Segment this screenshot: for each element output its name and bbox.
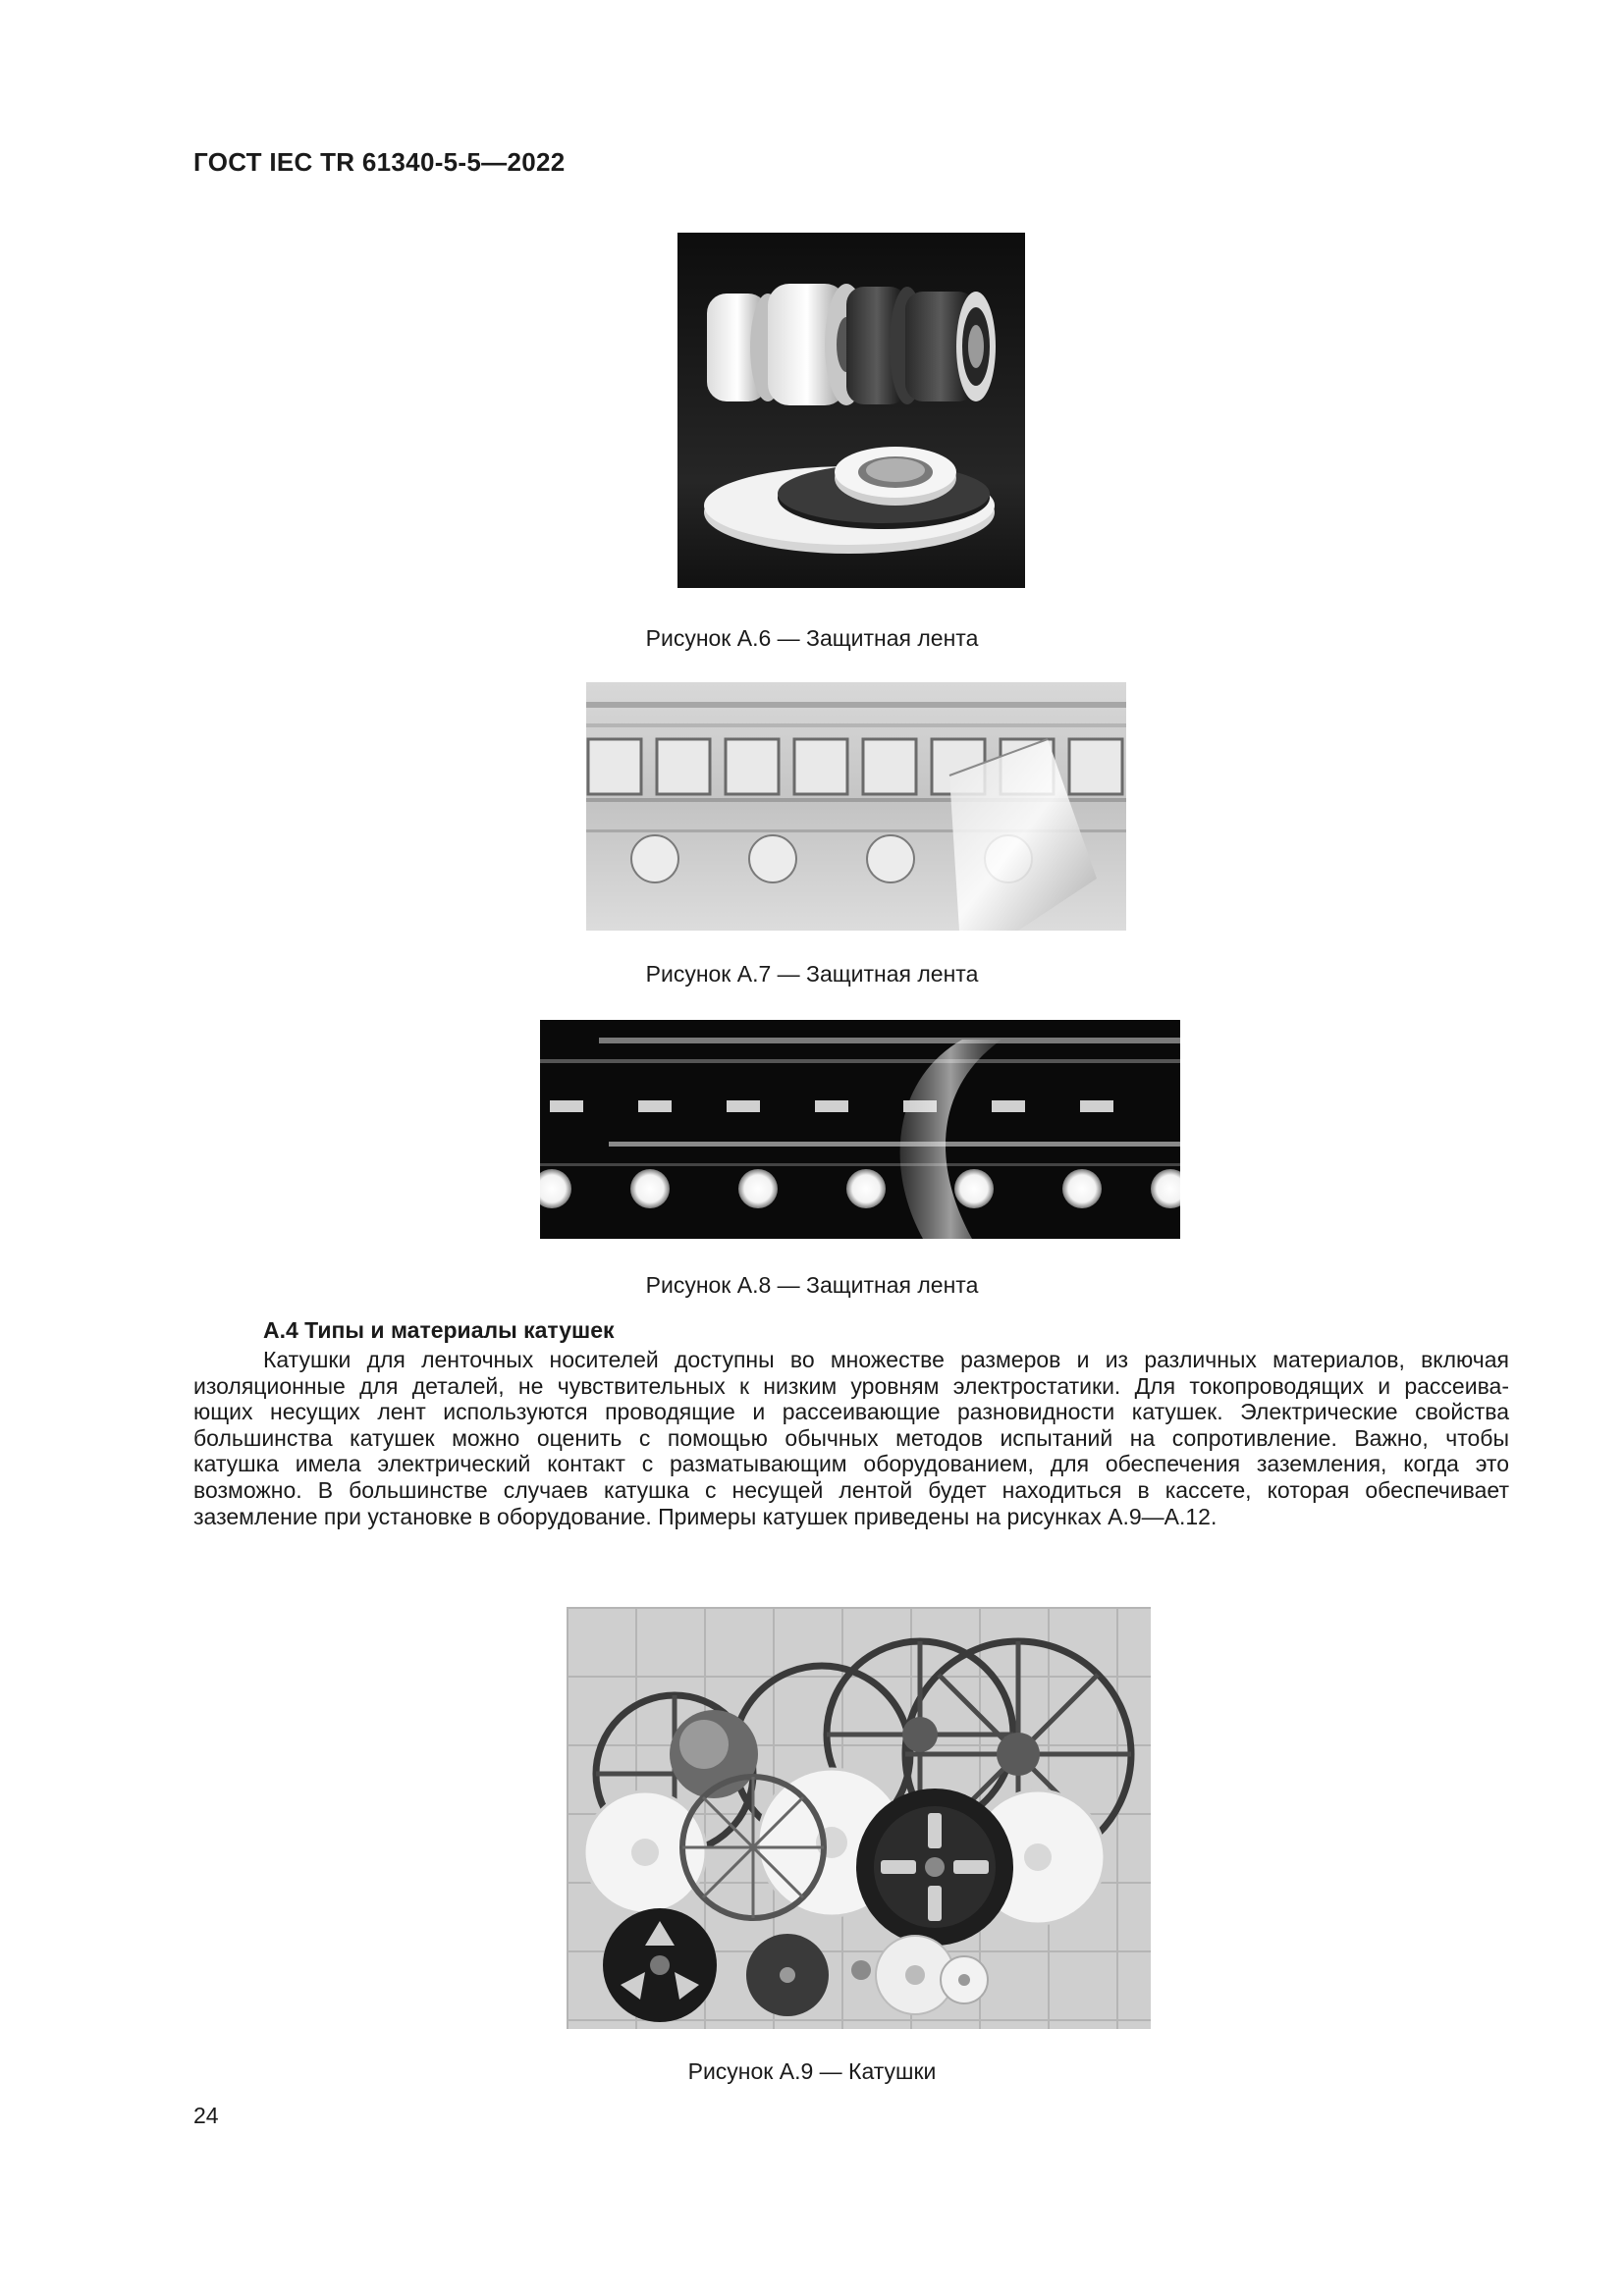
- standard-header: ГОСТ IEC TR 61340-5-5—2022: [193, 147, 566, 177]
- paragraph-line: изоляционные для деталей, не чувствительных к низким уровням электростатики. Для токопроводящих и рассеива-: [193, 1372, 1509, 1399]
- figure-a9-caption: Рисунок А.9 — Катушки: [687, 2058, 937, 2084]
- paragraph-line: большинства катушек можно оценить с помощью обычных методов испытаний на сопротивление. Важно, чтобы: [193, 1424, 1509, 1451]
- paragraph-line: ющих несущих лент используются проводящие и рассеивающие разновидности катушек. Электрические свойства: [193, 1399, 1509, 1425]
- figure-a7-image: [586, 682, 1126, 931]
- figure-a6-image: [677, 233, 1025, 588]
- paragraph-line: заземление при установке в оборудование. Примеры катушек приведены на рисунках А.9—А.12.: [193, 1503, 1218, 1529]
- paragraph-line: катушка имела электрический контакт с разматывающим оборудованием, для обеспечения заземления, когда это: [193, 1451, 1509, 1477]
- figure-a8-image: [540, 1020, 1180, 1239]
- paragraph-line: возможно. В большинстве случаев катушка с несущей лентой будет находиться в кассете, которая обеспечивает: [193, 1476, 1509, 1503]
- paragraph-line: Катушки для ленточных носителей доступны во множестве размеров и из различных материалов, включая: [263, 1347, 1509, 1372]
- figure-a9-image: [567, 1607, 1151, 2029]
- figure-a8-caption: Рисунок А.8 — Защитная лента: [645, 1272, 979, 1298]
- figure-a7-caption: Рисунок А.7 — Защитная лента: [645, 961, 979, 987]
- page-number: 24: [193, 2103, 219, 2128]
- section-paragraph: [193, 1347, 1509, 1529]
- section-heading: А.4 Типы и материалы катушек: [263, 1317, 615, 1343]
- figure-a6-caption: Рисунок А.6 — Защитная лента: [645, 625, 979, 651]
